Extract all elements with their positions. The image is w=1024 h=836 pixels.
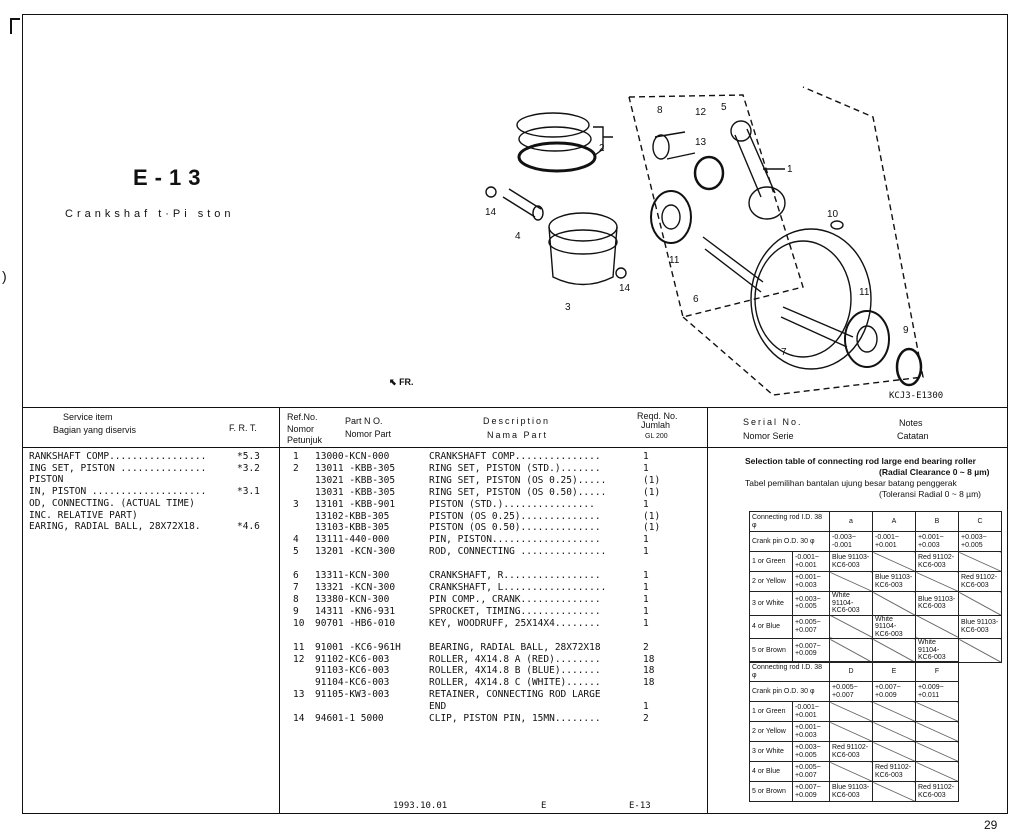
callout-11b: 11 [859,287,870,298]
selection-clearance-id: (Toleransi Radial 0 ~ 8 µm) [879,489,981,499]
footer-date: 1993.10.01 [393,801,448,811]
col-ref-no-id: Nomor Petunjuk [287,424,323,445]
part-number: 13311-KCN-300 [315,570,390,582]
row-grade: 3 or White [750,592,793,616]
roller-selection [873,592,916,616]
column-grade: A [873,512,916,532]
row-range: +0.007~ +0.009 [793,639,830,663]
callout-8: 8 [657,105,663,116]
roller-selection [959,552,1002,572]
service-item-name: RANKSHAFT COMP................. [29,451,207,462]
diagram-reference: KCJ3-E1300 [889,391,944,401]
part-number: 90701 -HB6-010 [315,617,396,629]
part-description: RETAINER, CONNECTING ROD LARGE [429,689,601,701]
part-number: 13000-KCN-000 [315,451,390,462]
corner-header [750,512,830,532]
col-service-item-id: Bagian yang diservis [53,425,137,435]
crank-shaft-right [781,307,853,347]
part-number: 13031 -KBB-305 [315,486,396,498]
clip-right [616,268,626,278]
part-description: KEY, WOODRUFF, 25X14X4........ [429,617,601,629]
callout-14b: 14 [619,283,631,294]
part-ref-no: 2 [293,462,299,474]
part-quantity: 18 [643,665,655,677]
row-grade: 4 or Blue [750,762,793,782]
piston-groove [549,230,617,254]
roller-selection [916,572,959,592]
row-range: +0.001~ +0.003 [793,722,830,742]
roller-selection [959,639,1002,663]
part-quantity: 1 [643,582,649,593]
roller-selection [916,702,959,722]
row-range: +0.003~ +0.005 [793,592,830,616]
column-grade: C [959,512,1002,532]
part-number: 13111-440-000 [315,534,390,546]
corner-header-pin: Crank pin O.D. 30 φ [750,532,830,552]
service-item-name: OD, CONNECTING. (ACTUAL TIME) [29,497,195,509]
row-grade: 2 or Yellow [750,722,793,742]
part-ref-no: 8 [293,593,299,605]
part-description: RING SET, PISTON (OS 0.25)..... [429,474,607,486]
callout-13: 13 [695,137,707,148]
part-ref-no: 5 [293,546,299,558]
roller-selection [873,782,916,802]
part-description: BEARING, RADIAL BALL, 28X72X18 [429,641,601,653]
row-grade: 1 or Green [750,552,793,572]
service-item-frt: *4.6 [237,521,260,533]
row-range: +0.001~ +0.003 [793,572,830,592]
part-number: 13380-KCN-300 [315,593,390,605]
callout-12: 12 [695,107,707,118]
callout-7: 7 [781,347,787,358]
part-ref-no: 7 [293,582,299,593]
corner-header-pin: Crank pin O.D. 30 φ [750,682,830,702]
roller-selection: Blue 91103- KC6-003 [916,592,959,616]
part-quantity: (1) [643,474,661,486]
roller-selection [830,762,873,782]
part-number: 13102-KBB-305 [315,510,390,522]
col-reqd-gl: GL 200 [645,433,668,440]
service-item-name: INC. RELATIVE PART) [29,509,138,521]
part-ref-no: 4 [293,534,299,546]
service-item-name: EARING, RADIAL BALL, 28X72X18. [29,521,201,533]
roller-selection [873,639,916,663]
part-number: 91001 -KC6-961H [315,641,401,653]
service-item-name: ING SET, PISTON ............... [29,462,207,474]
part-quantity: (1) [643,522,661,534]
part-description: PIN, PISTON................... [429,534,601,546]
part-number: 13103-KBB-305 [315,522,390,534]
footer-edition: E [541,801,547,811]
part-quantity: 18 [643,677,655,689]
row-range: +0.003~ +0.005 [793,742,830,762]
callout-11: 11 [669,255,680,266]
part-quantity: 1 [643,605,649,617]
clip-left [486,187,496,197]
col-frt: F. R. T. [229,423,257,433]
roller-selection: Blue 91103- KC6-003 [959,615,1002,639]
part-description: ROLLER, 4X14.8 C (WHITE)...... [429,677,601,689]
selection-title-en: Selection table of connecting rod large end bearing roller [745,456,976,466]
roller-selection [959,592,1002,616]
part-number: 91103-KC6-003 [315,665,390,677]
part-description: RING SET, PISTON (OS 0.50)..... [429,486,607,498]
selection-table-1 [749,511,1002,663]
service-item-frt: *3.2 [237,462,260,474]
crop-mark [10,18,20,34]
part-description: ROLLER, 4X14.8 A (RED)........ [429,653,601,665]
part-description: PISTON (OS 0.50).............. [429,522,601,534]
roller-selection [916,722,959,742]
timing-sprocket [897,349,921,385]
part-quantity: 1 [643,701,649,713]
exploded-diagram [443,77,963,407]
part-quantity: (1) [643,486,661,498]
roller-selection: Red 91102- KC6-003 [916,782,959,802]
part-quantity: 2 [643,641,649,653]
needle-bearing [695,157,723,189]
part-description: SPROCKET, TIMING.............. [429,605,601,617]
roller-selection [873,702,916,722]
column-range: +0.001~ +0.003 [916,532,959,552]
column-range: +0.005~ +0.007 [830,682,873,702]
part-quantity: 18 [643,653,655,665]
part-number: 13201 -KCN-300 [315,546,396,558]
row-range: +0.007~ +0.009 [793,782,830,802]
part-description: PISTON (OS 0.25).............. [429,510,601,522]
callout-4: 4 [515,231,521,242]
roller-selection: Red 91102- KC6-003 [873,762,916,782]
col-description-id: Nama Part [487,430,549,440]
part-ref-no: 10 [293,617,305,629]
col-description: Description [483,416,551,426]
row-grade: 3 or White [750,742,793,762]
part-ref-no: 12 [293,653,305,665]
service-item-name: PISTON [29,474,64,486]
piston-pin [503,189,541,217]
roller-selection [830,702,873,722]
row-range: +0.005~ +0.007 [793,762,830,782]
part-ref-no: 6 [293,570,299,582]
column-range: +0.003~ +0.005 [959,532,1002,552]
roller-selection [830,615,873,639]
roller-selection: Red 91102- KC6-003 [830,742,873,762]
page-number: 29 [984,818,998,832]
service-item-frt: *3.1 [237,486,260,498]
part-quantity: 1 [643,570,649,582]
header-bottom-border [23,447,1007,448]
column-range: -0.003~ -0.001 [830,532,873,552]
column-grade: F [916,662,959,682]
selection-clearance-en: (Radial Clearance 0 ~ 8 µm) [879,467,990,477]
front-label: FR. [399,377,414,387]
roller-selection: Red 91102- KC6-003 [959,572,1002,592]
rod-id-label: Connecting rod I.D. 38 φ [752,664,823,679]
part-quantity: 1 [643,617,649,629]
binding-mark: ) [2,268,7,284]
callout-1: 1 [787,164,793,175]
selection-title-id: Tabel pemilihan bantalan ujung besar batang penggerak [745,478,957,488]
part-description: CLIP, PISTON PIN, 15MN........ [429,713,601,724]
row-grade: 5 or Brown [750,782,793,802]
piston-top [549,213,617,241]
part-ref-no: 11 [293,641,305,653]
column-divider-2 [707,407,708,813]
piston-ring-1 [517,113,589,137]
callout-14: 14 [485,207,497,218]
part-description: PIN COMP., CRANK.............. [429,593,601,605]
col-serial-id: Nomor Serie [743,431,794,441]
column-grade: B [916,512,959,532]
roller-selection [873,742,916,762]
part-ref-no: 13 [293,689,305,701]
callout-2: 2 [599,143,605,154]
col-reqd-id: Jumlah [641,420,671,430]
col-service-item: Service item [63,412,113,422]
service-item-name: IN, PISTON .................... [29,486,207,498]
row-grade: 2 or Yellow [750,572,793,592]
piston-body [549,227,617,285]
roller-selection [873,722,916,742]
piston-ring-3 [519,143,595,171]
front-arrow-icon: ⬉ [389,377,397,387]
crank-shaft-left [703,237,763,292]
part-quantity: 1 [643,462,649,474]
row-grade: 4 or Blue [750,615,793,639]
part-description: ROD, CONNECTING ............... [429,546,607,558]
part-quantity: 1 [643,546,649,558]
table-top-border [23,407,1007,408]
column-grade: a [830,512,873,532]
part-ref-no: 3 [293,498,299,510]
part-number: 13101 -KBB-901 [315,498,396,510]
roller-selection: Blue 91103- KC6-003 [873,572,916,592]
part-ref-no: 1 [293,451,299,462]
part-number: 91102-KC6-003 [315,653,390,665]
part-quantity: 1 [643,451,649,462]
col-serial: Serial No. [743,417,803,427]
part-description: PISTON (STD.)................ [429,498,595,510]
rod-id-label: Connecting rod I.D. 38 φ [752,514,823,529]
col-part-no-id: Nomor Part [345,429,392,439]
callout-9: 9 [903,325,909,336]
selection-table-2 [749,661,959,802]
row-grade: 1 or Green [750,702,793,722]
roller-selection: White 91104- KC6-003 [916,639,959,663]
service-item-frt: *5.3 [237,451,260,462]
row-range: +0.005~ +0.007 [793,615,830,639]
column-grade: D [830,662,873,682]
column-range: +0.007~ +0.009 [873,682,916,702]
callout-3: 3 [565,302,571,313]
footer-code: E-13 [629,801,651,811]
roller-selection: Blue 91103- KC6-003 [830,552,873,572]
part-number: 13021 -KBB-305 [315,474,396,486]
part-description: CRANKSHAFT COMP............... [429,451,601,462]
part-quantity: 1 [643,593,649,605]
col-ref-no: Ref.No. [287,412,318,422]
corner-header [750,662,830,682]
callout-6: 6 [693,294,699,305]
column-grade: E [873,662,916,682]
crank-pin-end [653,135,669,159]
front-arrow [389,377,414,388]
parts-catalog-page [22,14,1008,814]
part-number: 94601-1 5000 [315,713,384,724]
part-quantity: 1 [643,498,649,510]
part-description: RING SET, PISTON (STD.)....... [429,462,601,474]
col-part-no: Part N O. [345,416,383,426]
column-range: +0.009~ +0.011 [916,682,959,702]
roller-selection [830,722,873,742]
part-number: 91105-KW3-003 [315,689,390,701]
row-grade: 5 or Brown [750,639,793,663]
part-number: 14311 -KN6-931 [315,605,396,617]
part-ref-no: 9 [293,605,299,617]
roller-selection: Blue 91103- KC6-003 [830,782,873,802]
part-ref-no: 14 [293,713,305,724]
part-quantity: (1) [643,510,661,522]
column-range: -0.001~ +0.001 [873,532,916,552]
roller-selection: White 91104- KC6-003 [873,615,916,639]
part-description: CRANKSHAFT, R................. [429,570,601,582]
section-code: E-13 [133,165,208,190]
bearing-left [651,191,691,243]
crankshaft-web [751,229,871,369]
roller-selection: White 91104- KC6-003 [830,592,873,616]
section-title: Crankshaf t·Pi ston [65,208,235,220]
part-number: 91104-KC6-003 [315,677,390,689]
bearing-right [845,311,889,367]
part-description: ROLLER, 4X14.8 B (BLUE)....... [429,665,601,677]
roller-selection [873,552,916,572]
roller-selection [830,572,873,592]
col-notes: Notes [899,418,923,428]
woodruff-key [831,221,843,229]
row-range: -0.001~ +0.001 [793,702,830,722]
assembly-boundary [629,95,803,317]
callout-10: 10 [827,209,839,220]
part-quantity: 1 [643,534,649,546]
col-notes-id: Catatan [897,431,929,441]
column-divider-1 [279,407,280,813]
row-range: -0.001~ +0.001 [793,552,830,572]
col-reqd: Reqd. No. [637,411,678,421]
roller-selection: Red 91102- KC6-003 [916,552,959,572]
roller-selection [916,762,959,782]
part-number: 13011 -KBB-305 [315,462,396,474]
roller-selection [916,742,959,762]
roller-selection [916,615,959,639]
part-description: CRANKSHAFT, L.................. [429,582,607,593]
part-quantity: 2 [643,713,649,724]
part-description: END [429,701,447,713]
callout-5: 5 [721,102,727,113]
roller-selection [830,639,873,663]
part-number: 13321 -KCN-300 [315,582,396,593]
